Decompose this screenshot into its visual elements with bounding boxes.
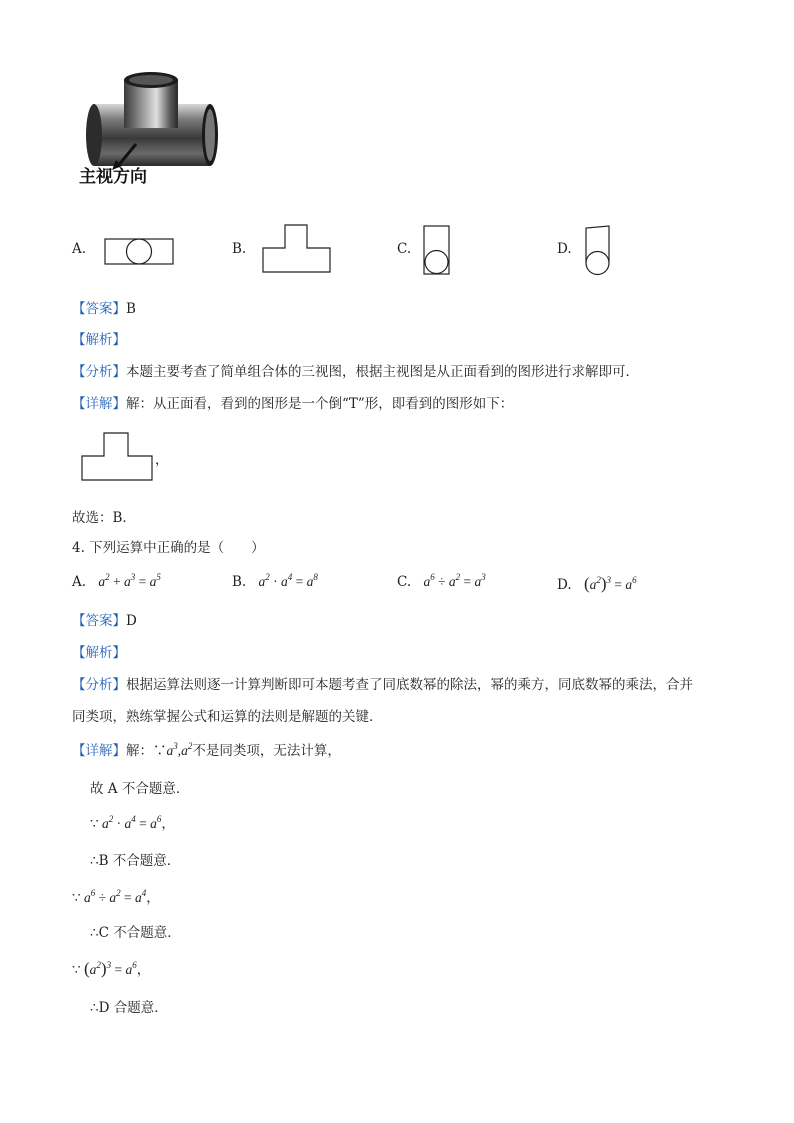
- step-c-expr: $a^6 \div a^2 = a^4$: [80, 888, 147, 905]
- because-symbol: ∵: [90, 816, 99, 832]
- step-c-conclusion: ∴C 不合题意．: [90, 925, 181, 941]
- q3-conclusion: 故选：B．: [72, 510, 136, 526]
- q4-option-b-label: B.: [232, 574, 247, 590]
- answer-value: D: [126, 613, 137, 629]
- step-b-conclusion: ∴B 不合题意．: [90, 853, 181, 869]
- option-c-label: C.: [397, 241, 412, 257]
- q4-fenxi-line2: 同类项，熟练掌握公式和运算的法则是解题的关键．: [72, 709, 383, 725]
- option-b-label: B.: [232, 241, 247, 257]
- xiangjie-text: 解：从正面看，看到的图形是一个倒“T”形，即看到的图形如下：: [126, 396, 514, 412]
- answer-value: B: [126, 301, 136, 317]
- step-a: 故 A 不合题意．: [90, 781, 190, 797]
- step-b-expr: $a^2 \cdot a^4 = a^6$: [98, 814, 162, 831]
- answer-tag: 【答案】: [72, 301, 126, 317]
- step-d-reason: [72, 958, 150, 979]
- fenxi-tag: 【分析】: [72, 364, 126, 380]
- fenxi-tag: 【分析】: [72, 677, 126, 693]
- pipe-tee-photo: [76, 70, 226, 188]
- step-b-reason: [90, 812, 175, 832]
- xiangjie-tag: 【详解】: [72, 743, 126, 759]
- xiangjie-suffix: 不是同类项，无法计算，: [192, 743, 341, 759]
- q4-xiangjie-line: [72, 739, 341, 759]
- comma: ，: [161, 816, 175, 832]
- q3-jiexi-tag: 【解析】: [72, 332, 126, 348]
- xiangjie-prefix: 解：∵: [126, 743, 167, 759]
- q4-option-d-expr: $(a^2)^3 = a^6$: [583, 574, 637, 593]
- q4-option-b-expr: $a^2 \cdot a^4 = a^8$: [258, 572, 318, 589]
- q3-answer-line: [72, 297, 136, 317]
- xiangjie-expr: $a^3,a^2$: [166, 741, 193, 758]
- figure-comma: ，: [155, 452, 169, 468]
- q3-xiangjie-line: [72, 392, 513, 412]
- because-symbol: ∵: [72, 962, 81, 978]
- q4-option-d: [557, 574, 637, 594]
- comma: ，: [136, 962, 151, 978]
- option-b-figure: [262, 224, 332, 274]
- q4-option-a-expr: $a^2 + a^3 = a^5$: [98, 572, 161, 589]
- q4-option-c-label: C.: [397, 574, 412, 590]
- q4-option-a-label: A.: [72, 574, 87, 590]
- step-c-reason: [72, 886, 160, 906]
- q4-fenxi-line1: [72, 673, 693, 693]
- q4-stem: 4. 下列运算中正确的是（ ）: [72, 540, 265, 556]
- fenxi-text: 根据运算法则逐一计算判断即可本题考查了同底数幂的除法，幂的乘方，同底数幂的乘法，合并: [126, 677, 693, 693]
- q3-fenxi-line: [72, 360, 639, 380]
- photo-caption: 主视方向: [79, 167, 147, 187]
- q4-option-d-label: D.: [557, 577, 572, 593]
- comma: ，: [146, 890, 160, 906]
- because-symbol: ∵: [72, 890, 81, 906]
- option-c-figure: [422, 225, 452, 275]
- q4-option-c: [397, 574, 486, 590]
- q4-option-b: [232, 574, 318, 590]
- inverted-t-figure: [80, 432, 154, 482]
- xiangjie-tag: 【详解】: [72, 396, 126, 412]
- q4-jiexi-tag: 【解析】: [72, 645, 126, 661]
- option-d-figure: [582, 225, 616, 277]
- step-d-expr: $(a^2)^3 = a^6$: [83, 959, 137, 978]
- q4-option-a: [72, 574, 161, 590]
- answer-tag: 【答案】: [72, 613, 126, 629]
- fenxi-text: 本题主要考查了简单组合体的三视图，根据主视图是从正面看到的图形进行求解即可．: [126, 364, 639, 380]
- step-d-conclusion: ∴D 合题意．: [90, 1000, 168, 1016]
- q4-option-c-expr: $a^6 \div a^2 = a^3$: [423, 572, 486, 589]
- option-d-label: D.: [557, 241, 572, 257]
- q4-answer-line: [72, 609, 137, 629]
- option-a-label: A.: [72, 241, 87, 257]
- option-a-figure: [104, 238, 174, 266]
